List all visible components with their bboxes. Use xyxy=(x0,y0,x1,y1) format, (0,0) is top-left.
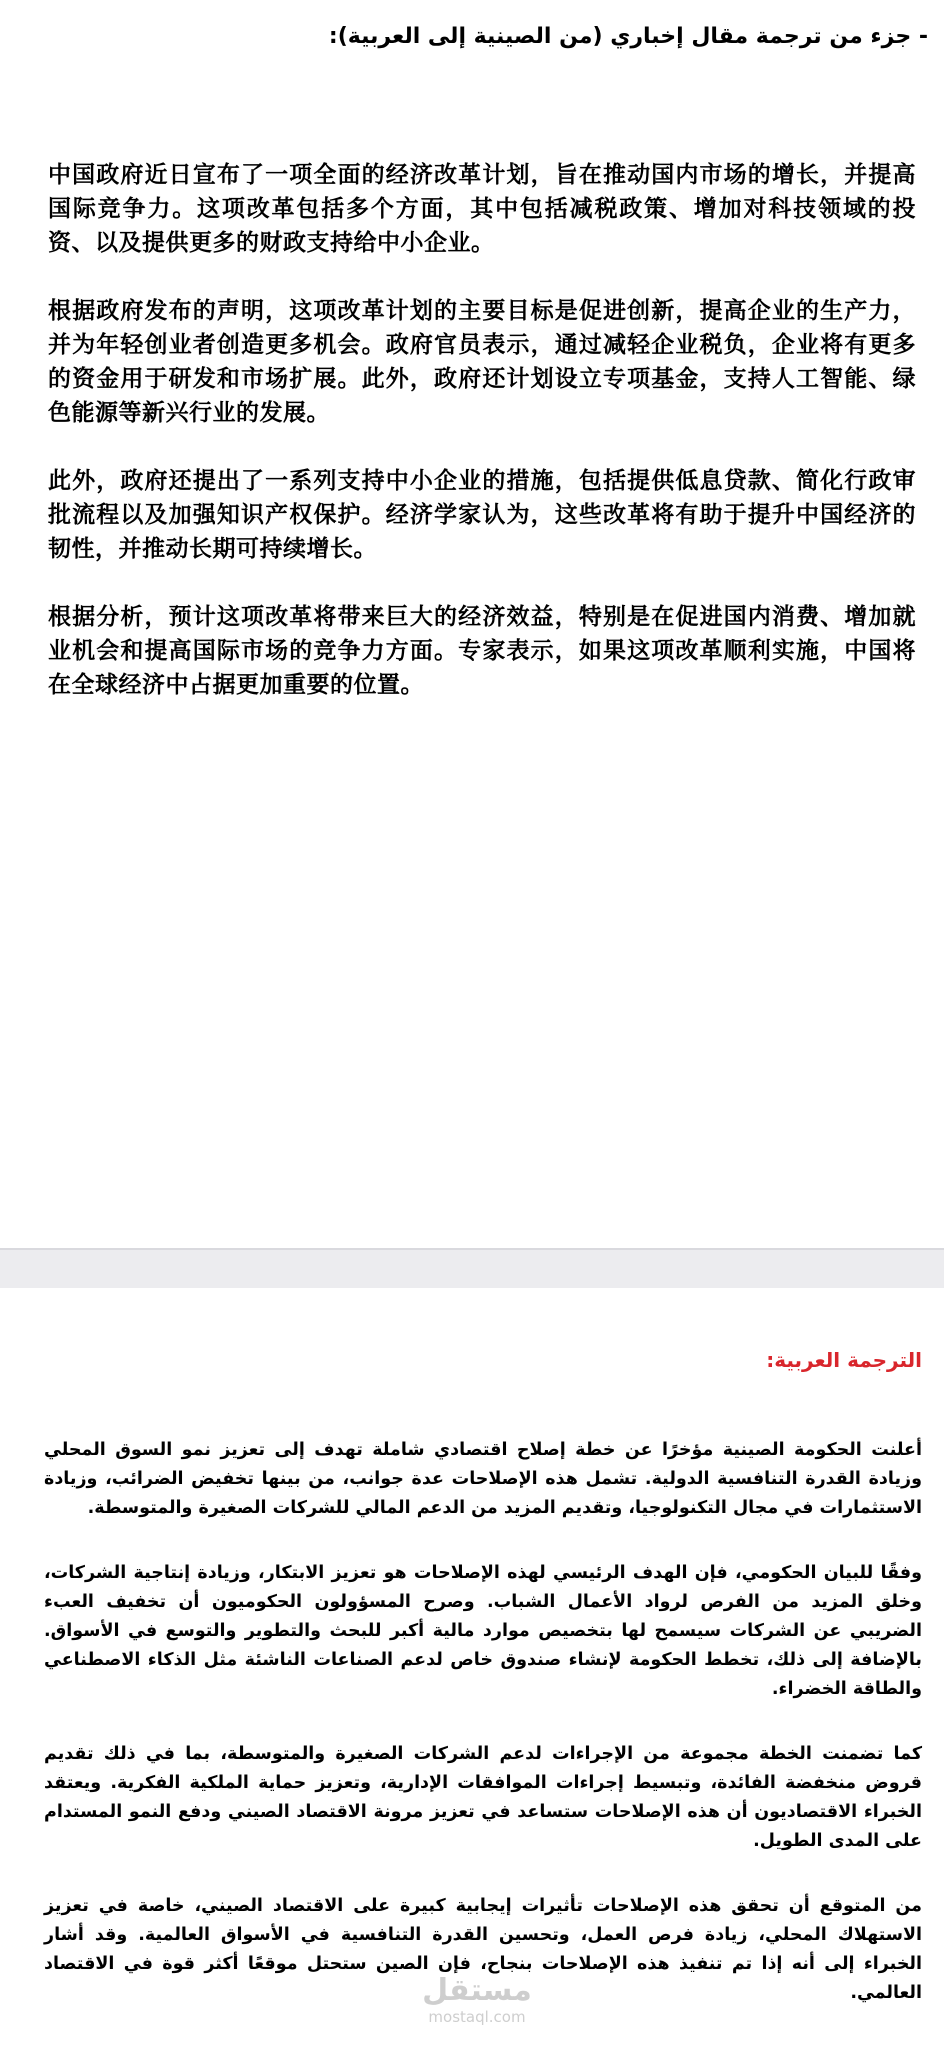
page-separator xyxy=(0,1248,944,1291)
arabic-paragraph: من المتوقع أن تحقق هذه الإصلاحات تأثيرات إيجابية كبيرة على الاقتصاد الصيني، خاصة في تعزيز الاستهلاك المحلي، زيادة فرص العمل، وتحسين القدرة التنافسية في الأسواق العالمية. وقد أشار الخبراء إلى أنه إذا تم تنفيذ هذه الإصلاحات بنجاح، فإن الصين ستحتل موقعًا أكثر قوة في الاقتصاد العالمي. xyxy=(44,1896,922,2003)
chinese-paragraph: 中国政府近日宣布了一项全面的经济改革计划，旨在推动国内市场的增长，并提高国际竞争力。这项改革包括多个方面，其中包括减税政策、增加对科技领域的投资、以及提供更多的财政支持给中小企业。 xyxy=(48,162,916,256)
arabic-article xyxy=(44,1436,922,2044)
chinese-article xyxy=(48,158,916,736)
watermark-site: mostaql.com xyxy=(428,2008,526,2026)
mostaql-watermark xyxy=(412,1974,542,2026)
chinese-paragraph: 此外，政府还提出了一系列支持中小企业的措施，包括提供低息贷款、简化行政审批流程以及加强知识产权保护。经济学家认为，这些改革将有助于提升中国经济的韧性，并推动长期可持续增长。 xyxy=(48,468,916,562)
watermark-logo: مستقل xyxy=(422,1973,532,2008)
arabic-translation-heading: الترجمة العربية: xyxy=(766,1348,922,1372)
document-page-2 xyxy=(0,1288,944,2060)
arabic-paragraph: كما تضمنت الخطة مجموعة من الإجراءات لدعم الشركات الصغيرة والمتوسطة، بما في ذلك تقديم قروض منخفضة الفائدة، وتبسيط إجراءات الموافقات الإدارية، وتعزيز حماية الملكية الفكرية. ويعتقد الخبراء الاقتصاديون أن هذه الإصلاحات ستساعد في تعزيز مرونة الاقتصاد الصيني ودفع النمو المستدام على المدى الطويل. xyxy=(44,1744,922,1851)
arabic-paragraph: وفقًا للبيان الحكومي، فإن الهدف الرئيسي لهذه الإصلاحات هو تعزيز الابتكار، وزيادة إنتاجية الشركات، وخلق المزيد من الفرص لرواد الأعمال الشباب. وصرح المسؤولون الحكوميون أن تخفيف العبء الضريبي عن الشركات سيسمح لها بتخصيص موارد مالية أكبر للبحث والتطوير والتوسع في الأسواق. بالإضافة إلى ذلك، تخطط الحكومة لإنشاء صندوق خاص لدعم الصناعات الناشئة مثل الذكاء الاصطناعي والطاقة الخضراء. xyxy=(44,1563,922,1699)
chinese-paragraph: 根据分析，预计这项改革将带来巨大的经济效益，特别是在促进国内消费、增加就业机会和提高国际市场的竞争力方面。专家表示，如果这项改革顺利实施，中国将在全球经济中占据更加重要的位置。 xyxy=(48,604,916,698)
chinese-paragraph: 根据政府发布的声明，这项改革计划的主要目标是促进创新，提高企业的生产力，并为年轻创业者创造更多机会。政府官员表示，通过减轻企业税负，企业将有更多的资金用于研发和市场扩展。此外，政府还计划设立专项基金，支持人工智能、绿色能源等新兴行业的发展。 xyxy=(48,298,916,426)
arabic-paragraph: أعلنت الحكومة الصينية مؤخرًا عن خطة إصلاح اقتصادي شاملة تهدف إلى تعزيز نمو السوق المحلي وزيادة القدرة التنافسية الدولية. تشمل هذه الإصلاحات عدة جوانب، من بينها تخفيض الضرائب، وزيادة الاستثمارات في مجال التكنولوجيا، وتقديم المزيد من الدعم المالي للشركات الصغيرة والمتوسطة. xyxy=(44,1440,922,1518)
document-heading: - جزء من ترجمة مقال إخباري (من الصينية إلى العربية): xyxy=(328,24,928,49)
